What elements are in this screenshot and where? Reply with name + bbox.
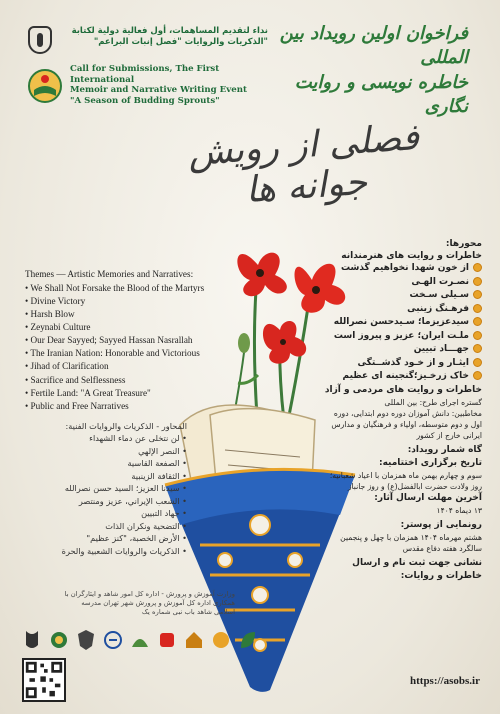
arabic-theme-line: المحاور - الذكريات والروايات الفنية: [65, 421, 187, 431]
theme-item: • Sacrifice and Selflessness [25, 374, 126, 385]
arabic-theme-line: • الصفعة القاسية [127, 458, 187, 469]
round-logo-icon [49, 629, 69, 651]
arabic-theme-line: • الشعب الإيراني، عزيز ومنتصر [78, 495, 187, 506]
event-logo-icon [28, 66, 62, 106]
free-narratives: خاطرات و روایت های مردمی و آزاد [324, 384, 482, 395]
iran-emblem-icon [28, 26, 52, 54]
bullet-icon [473, 290, 482, 299]
english-call-line3: "A Season of Budding Sprouts" [70, 96, 220, 107]
axis-item: خاک زرخـیز؛گنجینه ای عظیم [322, 370, 482, 384]
qr-code[interactable] [22, 658, 66, 702]
audience-text: مخاطبین: دانش آموزان دوره دوم ابتدایی، دوره اول و دوم متوسطه، اولیاء و فرهنگیان و مدارس ایرانی خارج از کشور [331, 408, 482, 440]
arabic-call-text: نداء لتقديم المساهمات، أول فعالية دولية لكتابة "الذكريات والروايات "فصل إنبات البراعم" [71, 26, 268, 47]
arabic-theme-line: • النصر الإلهي [138, 445, 187, 456]
axis-item: از خون شهدا نخواهیم گذشت [322, 262, 482, 276]
bullet-icon [473, 277, 482, 286]
theme-item: • The Iranian Nation: Honorable and Victorious [25, 348, 200, 359]
arabic-theme-line: • الثقافة الزينبية [131, 470, 187, 481]
headline-line2: خاطره نویسی و روایت نگاری [294, 71, 468, 117]
themes-arabic [22, 420, 187, 557]
emblem-logo-icon [22, 629, 42, 651]
closing-text: سوم و چهارم بهمن ماه همزمان با اعیاد شعبانیه؛ روز ولادت حضرت ابالفضل(ع) و روز جانباز [329, 470, 482, 491]
blue-logo-icon [103, 629, 123, 651]
arabic-theme-line: • التضحية ونكران الذات [105, 520, 187, 531]
persian-info-column [322, 238, 482, 583]
axis-item: ایثـار و از خـود گذشــتگی [322, 357, 482, 371]
axis-item: ملـت ایران؛ عزیز و پیروز است [322, 330, 482, 344]
axis-item: جهـــاد تبیین [322, 343, 482, 357]
countdown-title: گاه شمار رویداد: [407, 444, 482, 455]
closing-title: تاریخ برگزاری اختتامیه: [379, 457, 482, 468]
theme-item: • Harsh Blow [25, 309, 75, 320]
english-call-line1: Call for Submissions, The First International [70, 64, 220, 85]
english-call-line2: Memoir and Narrative Writing Event [70, 85, 247, 96]
theme-item: • Public and Free Narratives [25, 400, 129, 411]
red-logo-icon [157, 629, 177, 651]
axis-item: نصـرت الهـی [322, 276, 482, 290]
arabic-theme-line: • لن نتخلى عن دماء الشهداء [89, 433, 187, 444]
bullet-icon [473, 331, 482, 340]
bullet-icon [473, 317, 482, 326]
bullet-icon [473, 263, 482, 272]
persian-headline [248, 22, 468, 119]
registration-link[interactable]: https://asobs.ir [410, 675, 480, 687]
theme-item: • Jihad of Clarification [25, 361, 109, 372]
arabic-theme-line: • الأرض الخصبة، "كنز عظيم" [86, 533, 187, 544]
register-text: نشانی جهت ثبت نام و ارسال خاطرات و روایات: [352, 558, 482, 582]
axis-item: سـیلی سـخت [322, 289, 482, 303]
arabic-theme-line: • جهاد التبيين [141, 508, 187, 519]
scope-text: گستره اجرای طرح: بین المللی [384, 397, 482, 407]
green-logo-icon [130, 629, 150, 651]
theme-item: • Zeynabi Culture [25, 322, 91, 333]
shield-logo-icon [76, 629, 96, 651]
launch-title: رونمایی از پوستر: [400, 519, 482, 530]
theme-item: • We Shall Not Forsake the Blood of the Martyrs [25, 283, 205, 294]
arabic-theme-line: • الذكريات والروايات الشعبية والحرة [61, 545, 187, 556]
calligraphy-title: فصلی از رویش جوانه ها [186, 117, 421, 212]
axis-item: فرهـنگ زینبی [322, 303, 482, 317]
themes-heading: Themes — Artistic Memories and Narratives: [25, 269, 194, 279]
bullet-icon [473, 358, 482, 367]
theme-item: • Divine Victory [25, 296, 86, 307]
orange-logo-icon [211, 629, 231, 651]
deadline-title: آخرین مهلت ارسال آثار: [374, 492, 482, 503]
deadline-date: ۱۳ دیماه ۱۴۰۴ [436, 505, 482, 515]
axis-item: سیدعزیزما؛ سـیدحسن نصرالله [322, 316, 482, 330]
axes-subtitle: خاطرات و روایت های هنرمندانه [341, 251, 482, 262]
bullet-icon [473, 344, 482, 353]
house-logo-icon [184, 629, 204, 651]
bullet-icon [473, 371, 482, 380]
headline-line1: فراخوان اولین رویداد بین المللی [279, 23, 468, 69]
axes-title: محورها: [445, 239, 482, 249]
theme-item: • Our Dear Sayyed; Sayyed Hassan Nasrallah [25, 335, 193, 346]
partner-logos [22, 628, 312, 652]
launch-text: هشتم مهرماه ۱۴۰۴ همزمان با چهل و پنجمین سالگرد هفته دفاع مقدس [340, 533, 482, 554]
themes-english [25, 268, 275, 413]
organizers-text: وزارت آموزش و پرورش - اداره کل امور شاهد و ایثارگران با همکاری اداره کل آموزش و پرورش شهر تهران مدرسه اسلامی شاهد باب نبی شماره یک [64, 590, 235, 617]
arabic-theme-line: • سيدنا العزيز؛ السيد حسن نصرالله [64, 483, 187, 494]
theme-item: • Fertile Land: "A Great Treasure" [25, 387, 151, 398]
bullet-icon [473, 304, 482, 313]
leaf-logo-icon [238, 629, 258, 651]
